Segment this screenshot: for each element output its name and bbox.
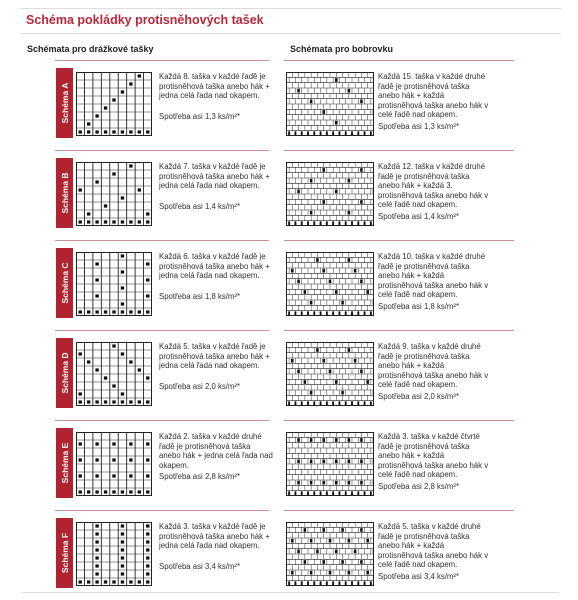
row-divider-left [55,420,269,421]
beaver-tiles-heading: Schémata pro bobrovku [290,44,394,54]
scheme-label: Schéma A [59,82,70,124]
beaver-scheme-consumption: Spotřeba asi 2,0 ks/m²* [378,392,460,401]
title-bar [20,8,561,34]
groove-tile-grid-icon [76,162,152,226]
beaver-tile-diagram [286,72,374,136]
beaver-tail-tile-grid-icon [286,162,374,226]
beaver-tail-tile-grid-icon [286,522,374,586]
beaver-tile-diagram [286,522,374,586]
scheme-label-tab [56,338,73,408]
groove-scheme-consumption: Spotřeba asi 2,0 ks/m²* [159,382,241,391]
beaver-tail-tile-grid-icon [286,342,374,406]
scheme-label-tab [56,518,73,588]
groove-tiles-heading: Schémata pro drážkové tašky [27,44,154,54]
scheme-label-tab [56,68,73,138]
groove-scheme-description: Každá 5. taška v každé řadě je protisněhová taška anebo hák + jedna celá řada nad okapem. [159,342,270,371]
groove-scheme-consumption: Spotřeba asi 3,4 ks/m²* [159,562,241,571]
beaver-tail-tile-grid-icon [286,252,374,316]
scheme-label: Schéma D [59,352,70,394]
scheme-label: Schéma E [59,442,70,484]
beaver-scheme-consumption: Spotřeba asi 2,8 ks/m²* [378,482,460,491]
beaver-scheme-description: Každá 10. taška v každé druhé řadě je protisněhová taška anebo hák + každá protisněhová taška anebo hák v celé řadě nad okapem. [378,252,489,300]
row-divider-right [284,60,514,61]
groove-tile-diagram [76,342,152,406]
scheme-label: Schéma B [59,172,70,214]
row-divider-right [284,150,514,151]
groove-tile-diagram [76,522,152,586]
beaver-scheme-description: Každá 5. taška v každé druhé řadě je protisněhová taška anebo hák + každá protisněhová taška anebo hák v celé řadě nad okapem. [378,522,489,570]
scheme-label: Schéma F [59,532,70,574]
groove-tile-grid-icon [76,342,152,406]
beaver-scheme-description: Každá 9. taška v každé druhé řadě je protisněhová taška anebo hák + každá protisněhová taška anebo hák v celé řadě nad okapem. [378,342,489,390]
groove-tile-diagram [76,162,152,226]
beaver-scheme-description: Každá 3. taška v každé čtvrté řadě je protisněhová taška anebo hák + každá protisněhová taška anebo hák v celé řadě nad okapem. [378,432,489,480]
row-divider-right [284,240,514,241]
beaver-scheme-consumption: Spotřeba asi 1,3 ks/m²* [378,122,460,131]
groove-scheme-consumption: Spotřeba asi 1,3 ks/m²* [159,112,241,121]
groove-tile-diagram [76,432,152,496]
groove-scheme-description: Každá 8. taška v každé řadě je protisněhová taška anebo hák + jedna celá řada nad okapem. [159,72,270,101]
scheme-label-tab [56,428,73,498]
groove-tile-grid-icon [76,72,152,136]
beaver-scheme-description: Každá 12. taška v každé druhé řadě je protisněhová taška anebo hák + každá 3. protisněhová taška anebo hák v celé řadě nad okapem. [378,162,489,210]
row-divider-right [284,420,514,421]
row-divider-left [55,150,269,151]
groove-tile-diagram [76,252,152,316]
row-divider-left [55,510,269,511]
bottom-divider [22,592,559,593]
beaver-scheme-consumption: Spotřeba asi 3,4 ks/m²* [378,572,460,581]
groove-scheme-description: Každá 2. taška v každé druhé řadě je protisněhová taška anebo hák + jedna celá řada nad okapem. [159,432,273,470]
beaver-tile-diagram [286,162,374,226]
groove-tile-grid-icon [76,522,152,586]
beaver-scheme-description: Každá 15. taška v každé druhé řadě je protisněhová taška anebo hák + každá protisněhová taška anebo hák v celé řadě nad okapem. [378,72,489,120]
beaver-scheme-consumption: Spotřeba asi 1,8 ks/m²* [378,302,460,311]
groove-scheme-description: Každá 7. taška v každé řadě je protisněhová taška anebo hák + jedna celá řada nad okapem. [159,162,270,191]
beaver-tile-diagram [286,432,374,496]
scheme-label-tab [56,248,73,318]
beaver-tail-tile-grid-icon [286,432,374,496]
groove-tile-grid-icon [76,432,152,496]
page-title: Schéma pokládky protisněhových tašek [26,13,264,27]
groove-scheme-consumption: Spotřeba asi 2,8 ks/m²* [159,472,241,481]
scheme-label-tab [56,158,73,228]
groove-scheme-consumption: Spotřeba asi 1,8 ks/m²* [159,292,241,301]
row-divider-left [55,240,269,241]
groove-tile-grid-icon [76,252,152,316]
scheme-label: Schéma C [59,262,70,304]
groove-scheme-description: Každá 6. taška v každé řadě je protisněhová taška anebo hák + jedna celá řada nad okapem. [159,252,270,281]
beaver-tile-diagram [286,252,374,316]
groove-tile-diagram [76,72,152,136]
row-divider-left [55,60,269,61]
beaver-tile-diagram [286,342,374,406]
row-divider-left [55,330,269,331]
groove-scheme-description: Každá 3. taška v každé řadě je protisněhová taška anebo hák + jedna celá řada nad okapem. [159,522,270,551]
beaver-tail-tile-grid-icon [286,72,374,136]
groove-scheme-consumption: Spotřeba asi 1,4 ks/m²* [159,202,241,211]
beaver-scheme-consumption: Spotřeba asi 1,4 ks/m²* [378,212,460,221]
row-divider-right [284,510,514,511]
row-divider-right [284,330,514,331]
